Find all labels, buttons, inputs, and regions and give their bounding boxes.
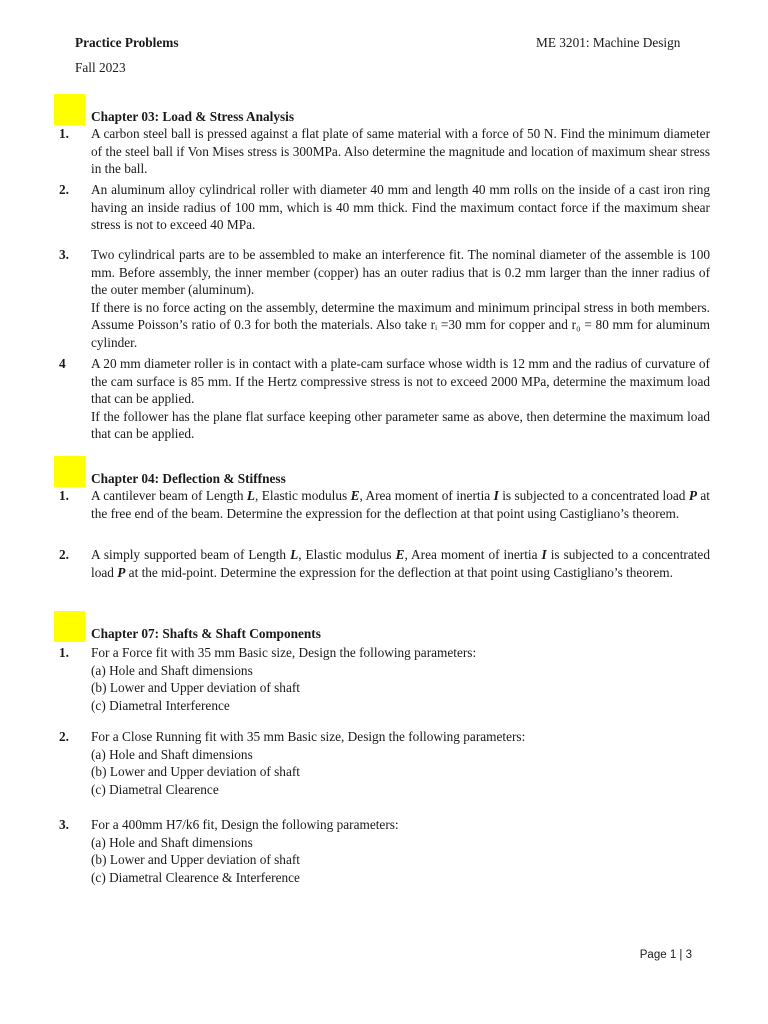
document-header (75, 34, 179, 76)
problem-number: 3. (59, 247, 69, 262)
highlight-marker (54, 611, 85, 642)
sub-item: (a) Hole and Shaft dimensions (91, 834, 253, 850)
problem-number: 2. (59, 547, 69, 562)
problem-number: 1. (59, 645, 69, 660)
sub-item: (a) Hole and Shaft dimensions (91, 662, 253, 678)
problem-paragraph: For a 400mm H7/k6 fit, Design the following parameters: (91, 817, 399, 832)
problem-paragraph: For a Close Running fit with 35 mm Basic size, Design the following parameters: (91, 729, 526, 744)
sub-item: (a) Hole and Shaft dimensions (91, 746, 253, 762)
document-title: Practice Problems (75, 35, 179, 50)
problem-paragraph: A carbon steel ball is pressed against a flat plate of same material with a force of 50 N. Find the minimum diameter of the steel ball if Von Mises stress is 300MPa. Also determine the magnitude and location of maximum shear stress in the ball. (91, 126, 710, 176)
sub-item: (b) Lower and Upper deviation of shaft (91, 852, 300, 867)
highlight-marker (54, 94, 85, 125)
chapter-heading: Chapter 04: Deflection & Stiffness (91, 471, 286, 486)
sub-item: (c) Diametral Clearence (91, 781, 219, 797)
sub-item: (b) Lower and Upper deviation of shaft (91, 764, 300, 779)
problem-text (91, 644, 710, 714)
problem-paragraph: An aluminum alloy cylindrical roller with diameter 40 mm and length 40 mm rolls on the inside of a cast iron ring having an inside radius of 100 mm, which is 40 mm thick. Find the maximum contact force if the maximum shear stress is not to exceed 40 MPa. (91, 182, 710, 232)
problem-paragraph: If there is no force acting on the assembly, determine the maximum and minimum principal stress in both members. Assume Poisson’s ratio of 0.3 for both the materials. Also take rᵢ =30 mm for copper and r₀ = 80 mm for aluminum cylinder. (91, 299, 710, 350)
page-number: Page 1 | 3 (639, 949, 692, 961)
problem-number: 4 (59, 356, 66, 371)
variable-symbol: I (493, 488, 499, 503)
problem-paragraph: If the follower has the plane flat surface keeping other parameter same as above, then determine the maximum load that can be applied. (91, 408, 710, 441)
course-label: ME 3201: Machine Design (536, 35, 681, 50)
problem-number: 1. (59, 126, 69, 141)
problem-paragraph: A 20 mm diameter roller is in contact with a plate-cam surface whose width is 12 mm and the radius of curvature of the cam surface is 85 mm. If the Hertz compressive stress is not to exceed 2000 MPa, determine the maximum load that can be applied. (91, 356, 710, 406)
chapter-heading: Chapter 07: Shafts & Shaft Components (91, 626, 321, 641)
term-label: Fall 2023 (75, 59, 126, 75)
sub-item: (c) Diametral Clearence & Interference (91, 869, 300, 885)
variable-symbol: P (117, 564, 126, 580)
sub-item-list (91, 834, 710, 887)
sub-item: (b) Lower and Upper deviation of shaft (91, 680, 300, 695)
sub-item: (c) Diametral Interference (91, 697, 230, 713)
chapter-heading: Chapter 03: Load & Stress Analysis (91, 109, 295, 124)
problem-paragraph: Two cylindrical parts are to be assembled to make an interference fit. The nominal diameter of the assemble is 100 mm. Before assembly, the inner member (copper) has an outer radius that is 0.2 mm larger than the inner radius of the outer member (aluminum). (91, 247, 710, 297)
variable-symbol: L (290, 547, 299, 562)
highlight-marker (54, 456, 85, 487)
problem-text (91, 181, 710, 234)
problem-paragraph: For a Force fit with 35 mm Basic size, Design the following parameters: (91, 645, 477, 660)
problem-text (91, 728, 710, 798)
problem-number: 2. (59, 182, 69, 197)
variable-symbol: L (246, 488, 256, 503)
problem-number: 1. (59, 488, 69, 503)
problem-number: 2. (59, 729, 69, 744)
variable-symbol: P (688, 488, 697, 503)
problem-text: A simply supported beam of Length L, Elastic modulus E, Area moment of inertia I is subjected to a concentrated load P at the mid-point. Determine the expression for the deflection at that point using Castigliano’s theorem. (91, 547, 710, 580)
problem-text (91, 816, 710, 886)
variable-symbol: I (541, 547, 547, 562)
problem-number: 3. (59, 817, 69, 832)
sub-item-list (91, 662, 710, 715)
variable-symbol: E (395, 547, 405, 562)
problem-text (91, 355, 710, 443)
problem-text (91, 125, 710, 178)
problem-text: A cantilever beam of Length L, Elastic modulus E, Area moment of inertia I is subjected to a concentrated load P at the free end of the beam. Determine the expression for the deflection at that point using Castigliano’s theorem. (91, 488, 710, 521)
problem-text (91, 246, 710, 351)
sub-item-list (91, 746, 710, 799)
variable-symbol: E (350, 488, 360, 503)
